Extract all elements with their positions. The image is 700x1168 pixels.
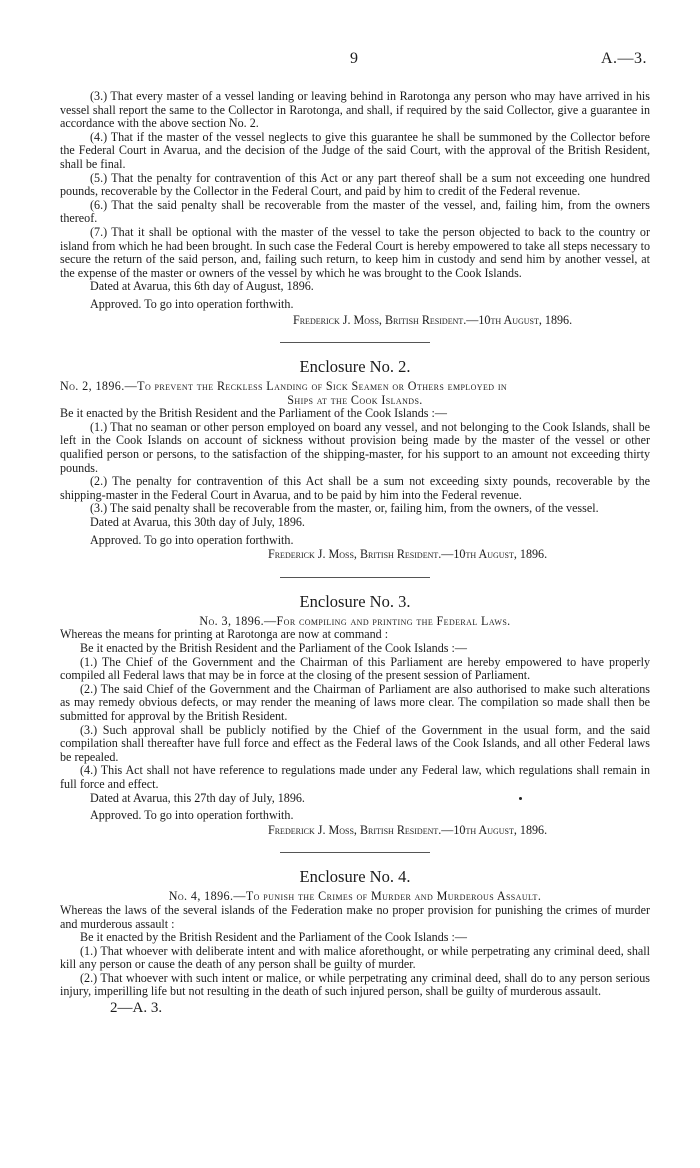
approved-line: Approved. To go into operation forthwith.: [90, 296, 294, 311]
act-title-line-2: Ships at the Cook Islands.: [287, 392, 423, 407]
enacting-clause: Be it enacted by the British Resident and the Parliament of the Cook Islands :—: [80, 930, 467, 945]
dated-line: Dated at Avarua, this 30th day of July, 1896.: [90, 515, 305, 530]
section-divider: [280, 342, 430, 343]
clause-1: (1.) That no seaman or other person employed on board any vessel, and not belonging to the Cook Islands, shall be left in the Cook Islands on account of sickness without provision being made by the master of the vessel or other qualified person or persons, to the satisfaction of the shipping-master, for his support to an amount not exceeding thirty pounds.: [60, 419, 650, 475]
dated-line: Dated at Avarua, this 27th day of July, 1896.: [60, 792, 650, 806]
signature-line: Frederick J. Moss, British Resident.—10th August, 1896.: [293, 312, 573, 327]
enclosure-title: Enclosure No. 2.: [299, 357, 411, 377]
enclosure-3: [60, 592, 650, 838]
section-divider: [280, 577, 430, 578]
approved-line: Approved. To go into operation forthwith.: [90, 808, 294, 823]
approved-line: Approved. To go into operation forthwith.: [90, 532, 294, 547]
clause-3: (3.) The said penalty shall be recoverable from the master, or, failing him, from the owners, of the vessel.: [90, 501, 599, 516]
act-title-line-1: No. 2, 1896.—To prevent the Reckless Landing of Sick Seamen or Others employed in: [60, 379, 508, 394]
dated-line: Dated at Avarua, this 6th day of August, 1896.: [90, 279, 314, 294]
clause-1: (1.) The Chief of the Government and the Chairman of this Parliament are hereby empowered to have properly compiled all Federal laws that may be in force at the closing of the present session of Parliament.: [60, 654, 650, 683]
enclosure-title: Enclosure No. 4.: [299, 867, 411, 887]
clause-6: (6.) That the said penalty shall be recoverable from the master of the vessel, and, failing him, from the owners thereof.: [60, 197, 650, 226]
enclosure-2: [60, 357, 650, 562]
signature-line: Frederick J. Moss, British Resident.—10th August, 1896.: [268, 547, 548, 562]
enclosure-title: Enclosure No. 3.: [299, 591, 411, 611]
clause-2: (2.) The penalty for contravention of this Act shall be a sum not exceeding sixty pounds, recoverable by the shipping-master in the Federal Court in Avarua, and to be paid by him into the Federal revenue.: [60, 474, 650, 502]
act-title: No. 3, 1896.—For compiling and printing the Federal Laws.: [199, 613, 511, 628]
previous-act-continuation: [60, 90, 650, 327]
clause-7: (7.) That it shall be optional with the master of the vessel to take the person objected to back to the country or island from which he had been brought. In such case the Federal Court is hereby empowered to take all steps necessary to secure the return of the said person, and, failing such return, to keep him in custody and send him by another vessel, at the expense of the master or owners of the vessel by which he was brought to the Cook Islands.: [60, 224, 650, 280]
enacting-clause: Be it enacted by the British Resident and the Parliament of the Cook Islands :—: [80, 641, 467, 655]
clause-4: (4.) That if the master of the vessel neglects to give this guarantee he shall be summoned by the Collector before the Federal Court in Avarua, and the decision of the Judge of the said Court, with the approval of the British Resident, shall be final.: [60, 129, 650, 171]
page-header: [0, 0, 700, 67]
clause-3: (3.) That every master of a vessel landing or leaving behind in Rarotonga any person who may have arrived in his vessel shall report the same to the Collector in Rarotonga, and shall, if required by the said Collector, give a guarantee in accordance with the above section No. 2.: [60, 89, 650, 131]
enacting-clause: Be it enacted by the British Resident and the Parliament of the Cook Islands :—: [60, 406, 447, 421]
section-divider: [280, 852, 430, 853]
enclosure-4: [60, 867, 650, 1017]
signature-line: Frederick J. Moss, British Resident.—10th August, 1896.: [268, 822, 548, 837]
clause-2: (2.) The said Chief of the Government and the Chairman of Parliament are also authorised to make such alterations as may remedy obvious defects, or may render the meaning of laws more clear. The compilation so made shall then be submitted for approval by the British Resident.: [60, 681, 650, 723]
signature-mark: 2—A. 3.: [110, 1000, 163, 1017]
clause-2: (2.) That whoever with such intent or malice, or while perpetrating any criminal deed, shall do to any person serious injury, imperilling life but not resulting in the death of such injured person, shall be guilty of murderous assault.: [60, 970, 650, 999]
page-body: [60, 52, 650, 1017]
clause-4: (4.) This Act shall not have reference to regulations made under any Federal law, which regulations shall remain in full force and effect.: [60, 763, 650, 791]
clause-3: (3.) Such approval shall be publicly notified by the Chief of the Government in the usual form, and the said compilation shall thereafter have full force and effect as the Federal laws of the Cook Islands, and all other Federal laws be repealed.: [60, 722, 650, 764]
act-title: No. 4, 1896.—To punish the Crimes of Murder and Murderous Assault.: [168, 889, 542, 904]
preamble-whereas: Whereas the means for printing at Rarotonga are now at command :: [60, 627, 389, 642]
preamble-whereas: Whereas the laws of the several islands of the Federation make no proper provision for punishing the crimes of murder and murderous assault :: [60, 902, 650, 931]
document-reference: A.—3.: [601, 50, 648, 67]
page-number: 9: [350, 50, 358, 67]
clause-1: (1.) That whoever with deliberate intent and with malice aforethought, or while perpetrating any criminal deed, shall kill any person or cause the death of any person shall be guilty of murder.: [60, 943, 650, 972]
clause-5: (5.) That the penalty for contravention of this Act or any part thereof shall be a sum not exceeding one hundred pounds, recoverable by the Collector in the Federal Court, and paid by him to credit of the Federal revenue.: [60, 170, 650, 199]
ink-speck-mark: [519, 797, 522, 800]
